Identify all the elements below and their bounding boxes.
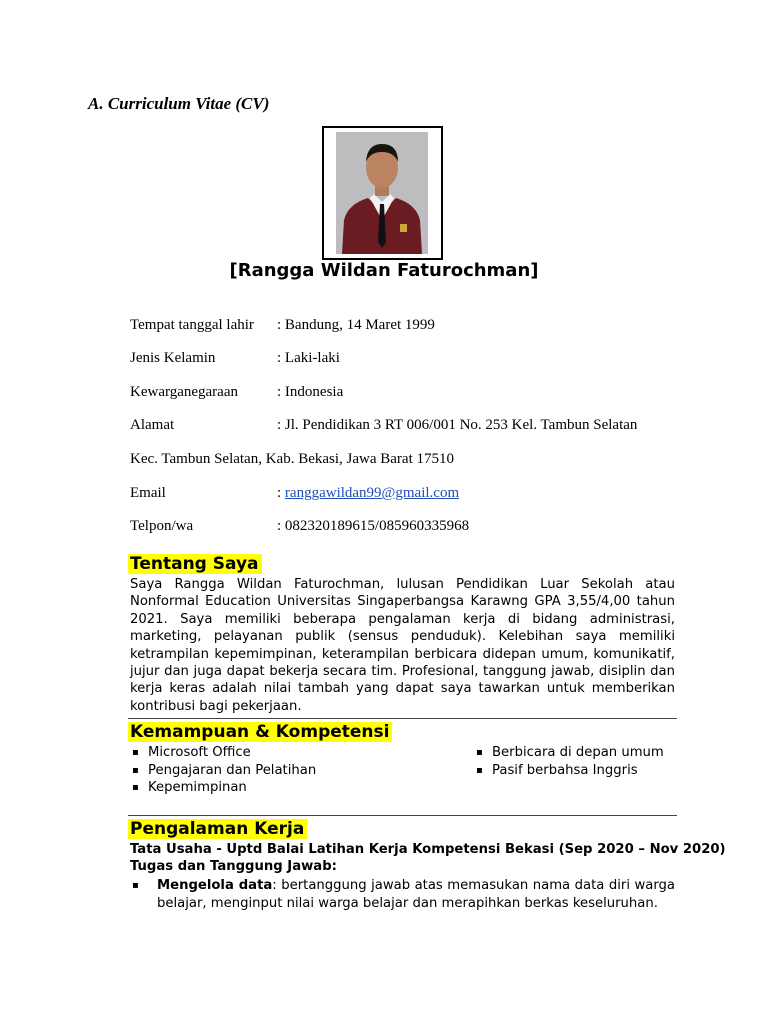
info-value-birth: : Bandung, 14 Maret 1999 bbox=[277, 317, 435, 333]
bullet-icon: ▪ bbox=[132, 880, 139, 891]
skills-list-left bbox=[130, 744, 430, 797]
email-prefix: : bbox=[277, 485, 285, 501]
skills-list-right bbox=[474, 744, 694, 779]
skill-item: ▪ Kepemimpinan bbox=[130, 779, 430, 797]
info-label-phone: Telpon/wa bbox=[130, 518, 194, 534]
duty-title: Mengelola data bbox=[157, 878, 273, 893]
info-label-email: Email bbox=[130, 485, 166, 501]
skill-item: ▪ Berbicara di depan umum bbox=[474, 744, 694, 762]
experience-heading: Pengalaman Kerja bbox=[128, 819, 307, 839]
divider bbox=[128, 815, 677, 816]
skills-heading: Kemampuan & Kompetensi bbox=[128, 722, 392, 742]
info-label-address: Alamat bbox=[130, 417, 175, 433]
skill-item: ▪ Pasif berbahsa Inggris bbox=[474, 762, 694, 780]
about-text: Saya Rangga Wildan Faturochman, lulusan Pendidikan Luar Sekolah atau Nonformal Education Universitas Singaperbangsa Karawng GPA 3,55/4,00 tahun 2021. Saya memiliki beberapa pengalaman kerja di bidang administrasi, marketing, pelayanan publik (sensus penduduk). Kelebihan saya memiliki ketrampilan kepemimpinan, keterampilan berbicara didepan umum, komunikatif, jujur dan juga dapat bekerja secara tim. Profesional, tanggung jawab, disiplin dan kerja keras adalah nilai tambah yang dapat saya tawarkan untuk memberikan kontribusi bagi pekerjaan. bbox=[130, 577, 675, 714]
job-title: Tata Usaha - Uptd Balai Latihan Kerja Kompetensi Bekasi (Sep 2020 – Nov 2020) bbox=[130, 842, 726, 857]
about-heading: Tentang Saya bbox=[128, 554, 262, 574]
skill-item: ▪ Microsoft Office bbox=[130, 744, 430, 762]
email-link[interactable]: ranggawildan99@gmail.com bbox=[284, 485, 460, 501]
profile-photo bbox=[336, 132, 428, 254]
duty-item bbox=[130, 877, 675, 912]
info-value-nationality: : Indonesia bbox=[277, 384, 344, 400]
info-label-birth: Tempat tanggal lahir bbox=[130, 317, 254, 333]
info-value-phone: : 082320189615/085960335968 bbox=[277, 518, 470, 534]
info-value-email bbox=[277, 485, 459, 502]
skill-item: ▪ Pengajaran dan Pelatihan bbox=[130, 762, 430, 780]
candidate-name: [Rangga Wildan Faturochman] bbox=[229, 260, 539, 281]
experience-heading-wrapper bbox=[128, 818, 307, 840]
photo-frame bbox=[322, 126, 443, 260]
info-label-gender: Jenis Kelamin bbox=[130, 350, 216, 366]
about-heading-wrapper bbox=[128, 553, 262, 575]
info-value-address: : Jl. Pendidikan 3 RT 006/001 No. 253 Kel. Tambun Selatan bbox=[277, 417, 638, 433]
address-continued: Kec. Tambun Selatan, Kab. Bekasi, Jawa Barat 17510 bbox=[130, 451, 455, 467]
skills-heading-wrapper bbox=[128, 721, 392, 743]
duty-text bbox=[157, 877, 675, 912]
info-label-nationality: Kewarganegaraan bbox=[130, 384, 238, 400]
duties-heading: Tugas dan Tanggung Jawab: bbox=[130, 859, 337, 874]
info-value-gender: : Laki-laki bbox=[277, 350, 340, 366]
section-heading: A. Curriculum Vitae (CV) bbox=[88, 94, 270, 113]
divider bbox=[128, 718, 677, 719]
duty-description: : bertanggung jawab atas memasukan nama data diri warga belajar, menginput nilai warga belajar dan merapihkan berkas keseluruhan. bbox=[157, 878, 675, 911]
